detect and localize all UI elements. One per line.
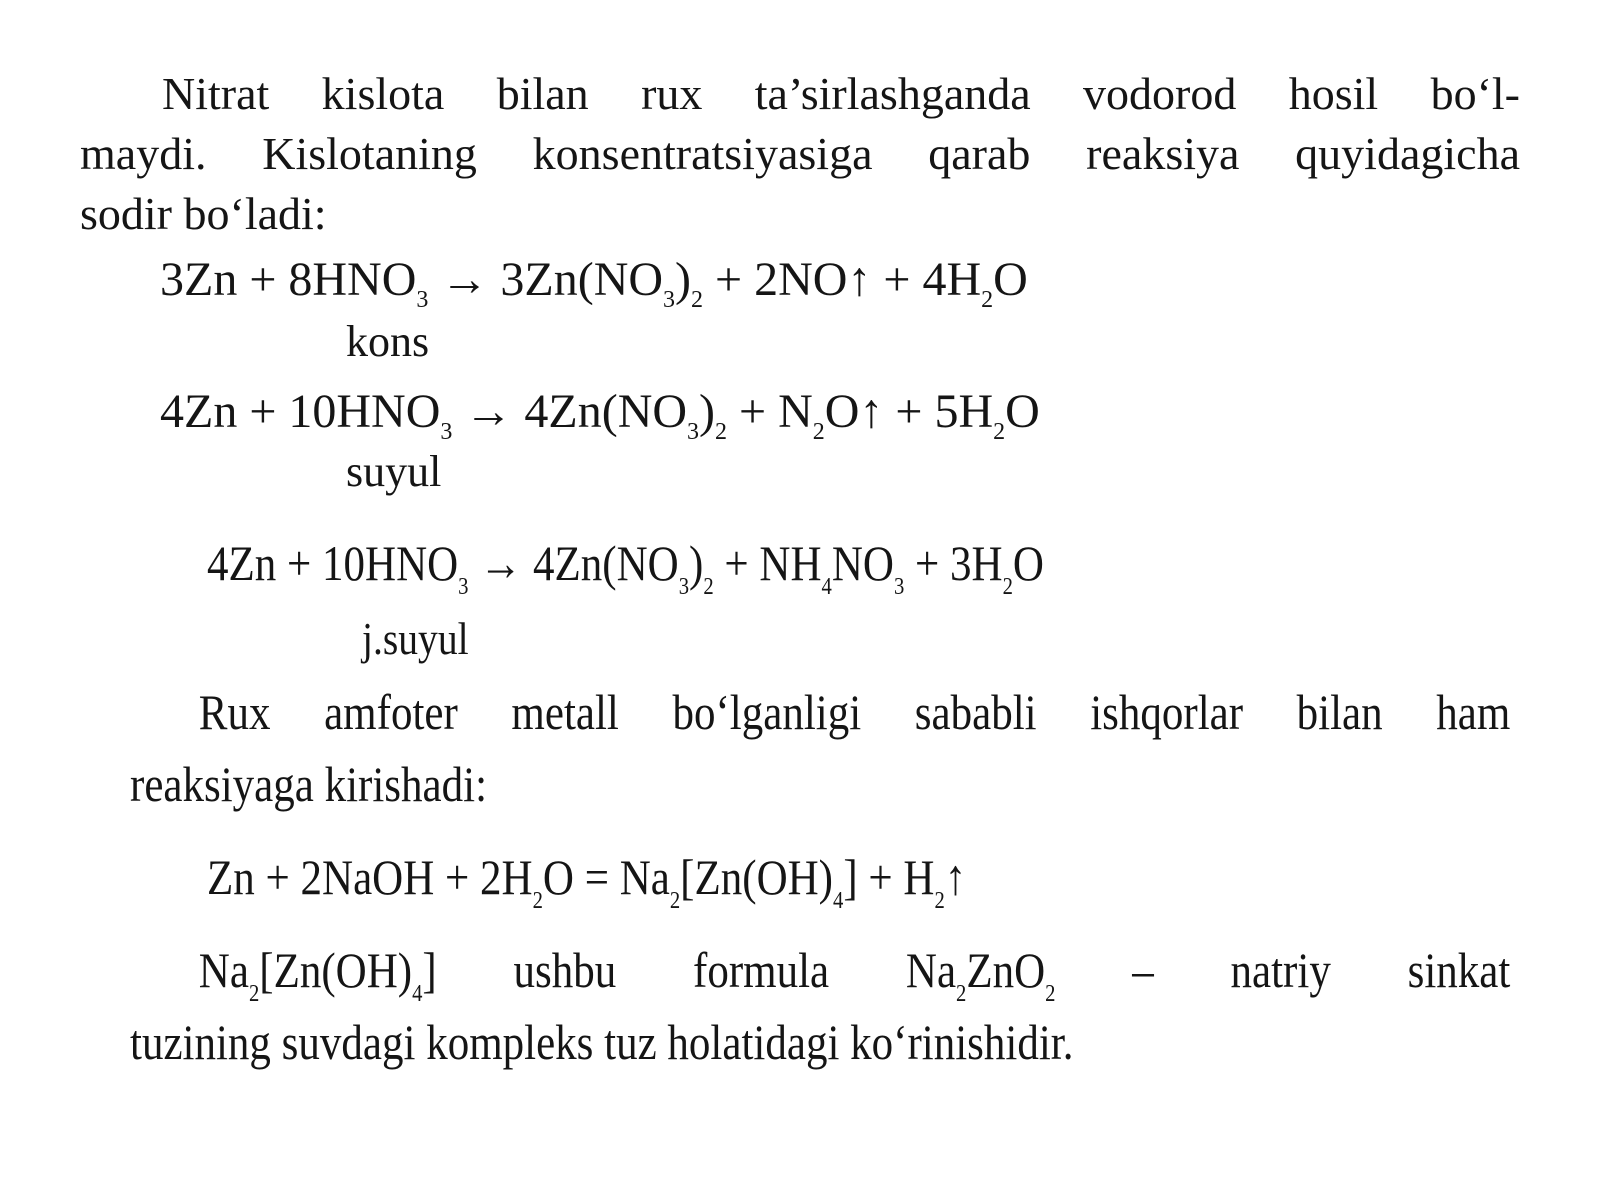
equation-very-dilute-acid: $4Zn + 10HNO_3 \to 4Zn(NO_3)_2 + NH_4NO_3 + 3H_2O$ (207, 535, 1044, 600)
paragraph-line: Rux amfoter metall bo‘lganligi sababli ishqorlar bilan ham (198, 684, 1511, 740)
equation-concentrated-acid: $3Zn + 8HNO_3 \to 3Zn(NO_3)_2$ + 2NO↑ + $4H_2O$ (160, 253, 1028, 313)
condition-label-j-suyul: j.suyul (362, 613, 469, 664)
paragraph-line: $Na_2[Zn(OH)_4]$ ushbu formula $Na_2ZnO_2$ – natriy sinkat (198, 942, 1511, 1007)
paragraph-intro (80, 64, 1520, 244)
equation-zinc-naoh: Zn + 2NaOH + $2H_2O = Na_2[Zn(OH)_4]$ + $H_2↑$ (207, 849, 967, 914)
paragraph-line: sodir bo‘ladi: (80, 188, 327, 239)
paragraph-line: tuzining suvdagi kompleks tuz holatidagi ko‘rinishidir. (130, 1014, 1074, 1070)
equation-dilute-acid: $4Zn + 10HNO_3 \to 4Zn(NO_3)_2$ + $N_2O↑ + 5H_2O$ (160, 385, 1040, 445)
paragraph-sodium-zincate (130, 934, 1510, 1078)
paragraph-amphoteric (130, 676, 1510, 820)
paragraph-line: maydi. Kislotaning konsentratsiyasiga qarab reaksiya quyidagicha (80, 128, 1520, 179)
condition-label-kons: kons (346, 317, 430, 366)
paragraph-line: reaksiyaga kirishadi: (130, 756, 488, 812)
paragraph-line: Nitrat kislota bilan rux ta’sirlashganda vodorod hosil bo‘l- (162, 68, 1520, 119)
condition-label-suyul: suyul (346, 447, 442, 496)
